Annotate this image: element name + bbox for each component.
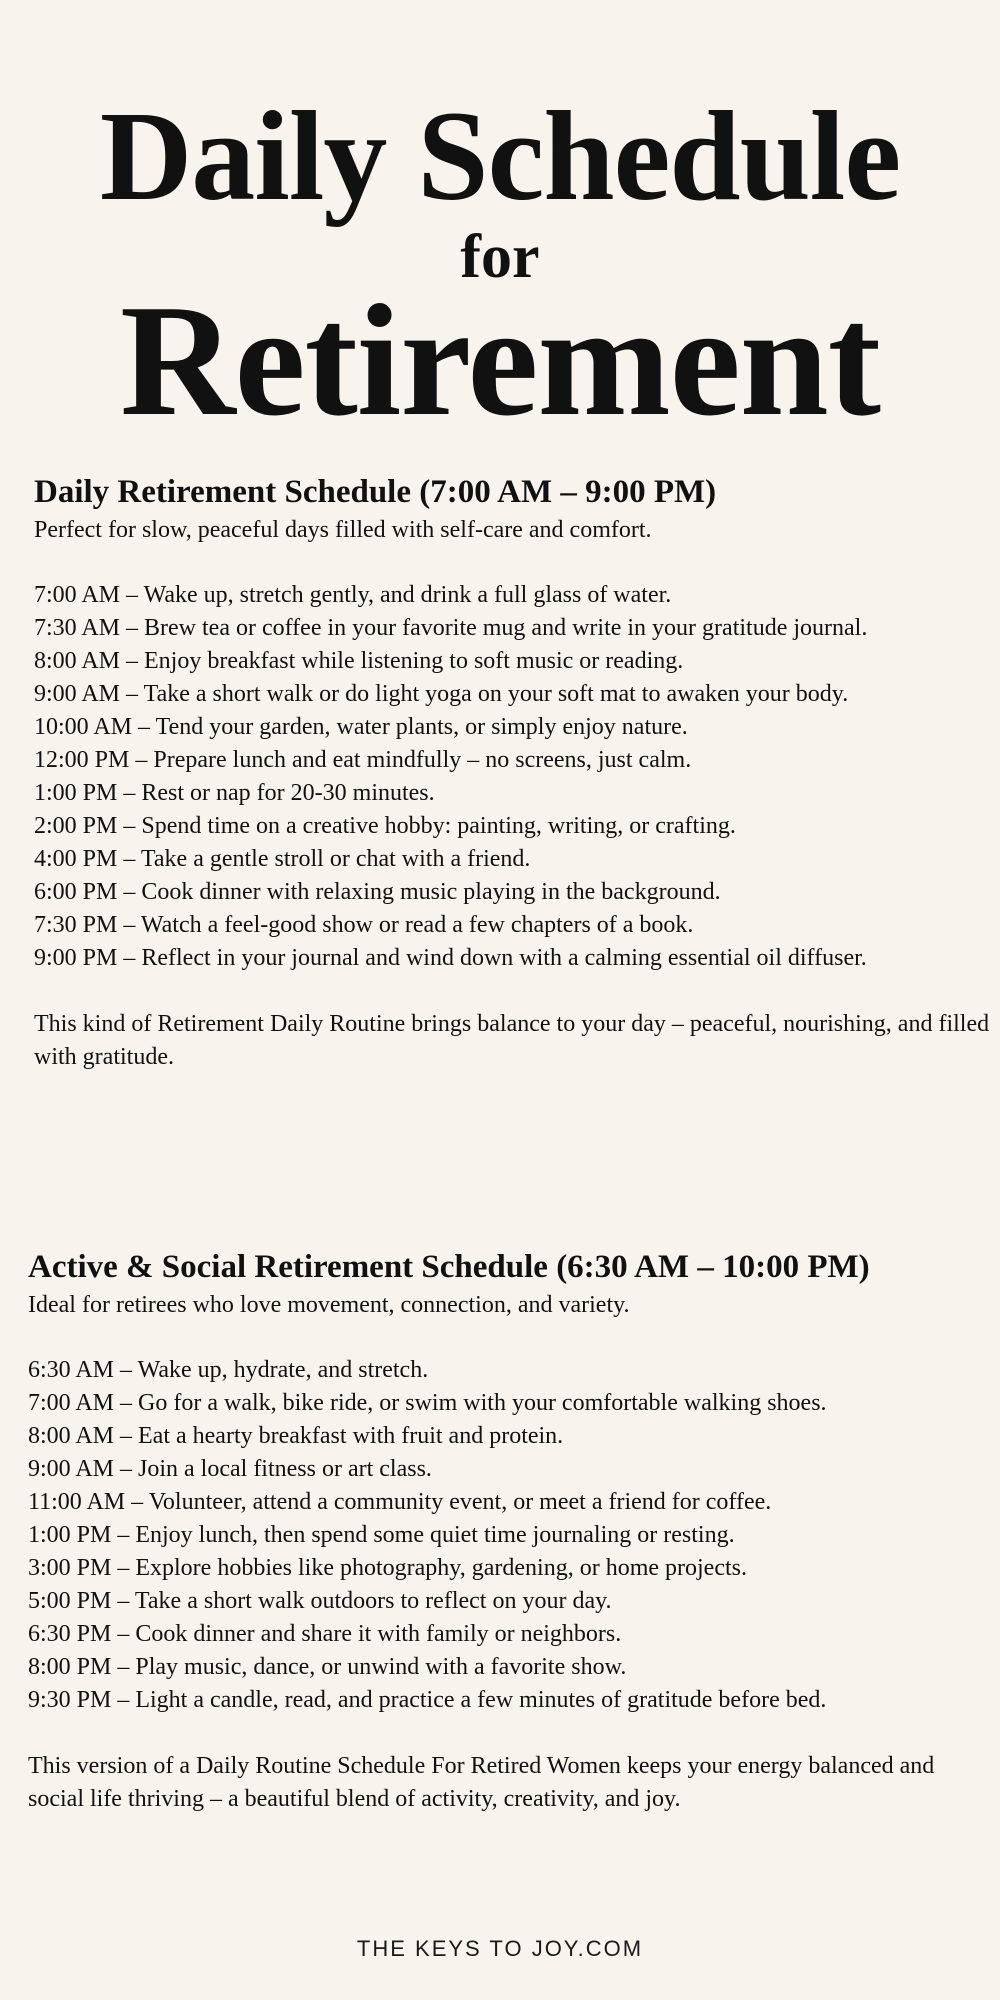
schedule-item: 4:00 PM – Take a gentle stroll or chat with a friend. xyxy=(34,846,531,872)
schedule-item: 8:00 AM – Enjoy breakfast while listening to soft music or reading. xyxy=(34,648,684,674)
title-line-daily-schedule: Daily Schedule xyxy=(99,85,901,227)
section-heading: Daily Retirement Schedule (7:00 AM – 9:00 PM) xyxy=(34,474,717,510)
section-subtitle: Perfect for slow, peaceful days filled with self-care and comfort. xyxy=(34,517,652,543)
schedule-list xyxy=(28,1354,988,1717)
section-closing: This version of a Daily Routine Schedule For Retired Women keeps your energy balanced and social life thriving – a beautiful blend of activity, creativity, and joy. xyxy=(28,1753,935,1812)
daily-schedule-section xyxy=(34,470,994,1074)
section-subtitle: Ideal for retirees who love movement, connection, and variety. xyxy=(28,1292,630,1318)
schedule-item: 6:00 PM – Cook dinner with relaxing music playing in the background. xyxy=(34,879,721,905)
schedule-item: 9:00 AM – Join a local fitness or art class. xyxy=(28,1456,432,1482)
schedule-item: 12:00 PM – Prepare lunch and eat mindfully – no screens, just calm. xyxy=(34,747,692,773)
schedule-item: 7:00 AM – Go for a walk, bike ride, or swim with your comfortable walking shoes. xyxy=(28,1390,827,1416)
schedule-item: 5:00 PM – Take a short walk outdoors to reflect on your day. xyxy=(28,1588,612,1614)
section-closing: This kind of Retirement Daily Routine brings balance to your day – peaceful, nourishing, and filled with gratitude. xyxy=(34,1011,990,1070)
schedule-item: 9:00 AM – Take a short walk or do light yoga on your soft mat to awaken your body. xyxy=(34,681,849,707)
page-title xyxy=(0,0,1000,449)
schedule-item: 9:30 PM – Light a candle, read, and practice a few minutes of gratitude before bed. xyxy=(28,1687,827,1713)
schedule-item: 6:30 PM – Cook dinner and share it with family or neighbors. xyxy=(28,1621,622,1647)
schedule-item: 11:00 AM – Volunteer, attend a community event, or meet a friend for coffee. xyxy=(28,1489,772,1515)
active-social-schedule-section xyxy=(28,1245,988,1816)
schedule-item: 8:00 AM – Eat a hearty breakfast with fruit and protein. xyxy=(28,1423,564,1449)
schedule-item: 1:00 PM – Enjoy lunch, then spend some quiet time journaling or resting. xyxy=(28,1522,735,1548)
section-heading: Active & Social Retirement Schedule (6:30 AM – 10:00 PM) xyxy=(28,1249,870,1285)
schedule-item: 2:00 PM – Spend time on a creative hobby: painting, writing, or crafting. xyxy=(34,813,736,839)
schedule-list xyxy=(34,579,994,975)
schedule-item: 7:00 AM – Wake up, stretch gently, and drink a full glass of water. xyxy=(34,582,672,608)
schedule-item: 7:30 AM – Brew tea or coffee in your favorite mug and write in your gratitude journal. xyxy=(34,615,868,641)
schedule-item: 10:00 AM – Tend your garden, water plants, or simply enjoy nature. xyxy=(34,714,688,740)
schedule-item: 6:30 AM – Wake up, hydrate, and stretch. xyxy=(28,1357,429,1383)
title-line-retirement: Retirement xyxy=(120,271,880,449)
footer-website: THE KEYS TO JOY.COM xyxy=(356,1936,644,1961)
title-line-for: for xyxy=(460,223,540,291)
schedule-item: 8:00 PM – Play music, dance, or unwind with a favorite show. xyxy=(28,1654,627,1680)
schedule-item: 3:00 PM – Explore hobbies like photography, gardening, or home projects. xyxy=(28,1555,747,1581)
schedule-item: 1:00 PM – Rest or nap for 20-30 minutes. xyxy=(34,780,435,806)
schedule-item: 9:00 PM – Reflect in your journal and wind down with a calming essential oil diffuser. xyxy=(34,945,867,971)
schedule-item: 7:30 PM – Watch a feel-good show or read a few chapters of a book. xyxy=(34,912,694,938)
